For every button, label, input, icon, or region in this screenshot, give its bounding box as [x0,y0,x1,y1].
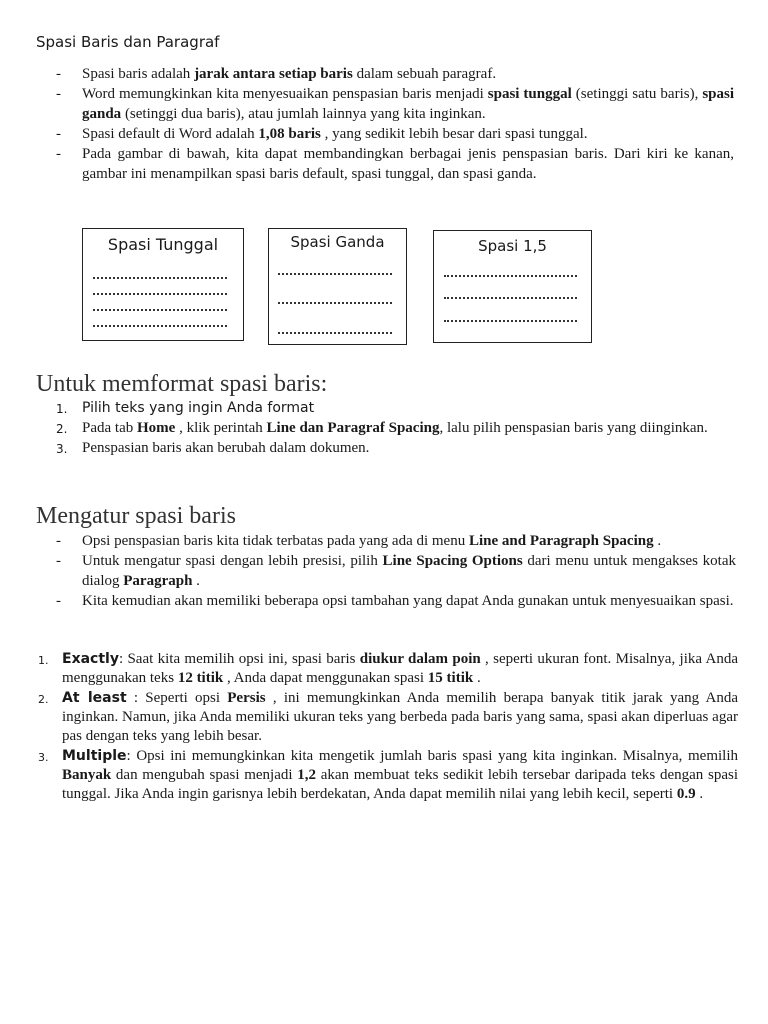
box-title: Spasi Tunggal [107,235,219,254]
box-title: Spasi Ganda [290,233,385,251]
list-item: 3. Multiple: Opsi ini memungkinkan kita mengetik jumlah baris spasi yang kita inginkan. Misalnya, memilih Banyak dan mengubah spasi menjadi 1,2 akan membuat teks sedikit lebih tersebar daripada teks dengan spasi tunggal. Jika Anda ingin garisnya lebih berdekatan, Anda dapat memilih nilai yang lebih kecil, seperti 0.9 . [38,748,738,802]
intro-item: - Word memungkinkan kita menyesuaikan penspasian baris menjadi spasi tunggal (setinggi satu baris), spasi ganda (setinggi dua baris), atau jumlah lainnya yang kita inginkan. [56,86,734,122]
section-heading-format: Untuk memformat spasi baris: [36,371,328,397]
list-item: 2. At least : Seperti opsi Persis , ini memungkinkan Anda memilih berapa banyak titik jarak yang Anda inginkan. Namun, jika Anda memiliki ukuran teks yang berbeda pada baris yang sama, spasi akan diperluas agar pas dengan teks yang lebih besar. [38,690,738,744]
list-item: 1. Exactly: Saat kita memilih opsi ini, spasi baris diukur dalam poin , seperti ukuran font. Misalnya, jika Anda menggunakan teks 12 titik , Anda dapat menggunakan spasi 15 titik . [38,651,739,686]
format-steps [56,398,736,458]
dotted-line [93,325,227,327]
onehalf-spacing-box [433,230,592,343]
spacing-options [36,650,738,804]
dotted-line [278,302,392,304]
intro-list [56,64,734,184]
list-item: 3. Penspasian baris akan berubah dalam dokumen. [56,440,370,456]
intro-item: - Spasi baris adalah jarak antara setiap baris dalam sebuah paragraf. [56,66,497,82]
section-heading-adjust: Mengatur spasi baris [36,503,236,529]
box-title: Spasi 1,5 [478,237,547,255]
list-item: - Opsi penspasian baris kita tidak terbatas pada yang ada di menu Line and Paragraph Spacing . [56,533,662,549]
dotted-line [93,309,227,311]
adjust-bullets [56,531,736,611]
single-spacing-box [82,228,244,341]
dotted-line [444,297,577,299]
dotted-line [444,275,577,277]
dotted-line [93,277,227,279]
list-item: - Kita kemudian akan memiliki beberapa opsi tambahan yang dapat Anda gunakan untuk menyesuaikan spasi. [56,593,734,609]
intro-item: - Spasi default di Word adalah 1,08 baris , yang sedikit lebih besar dari spasi tunggal. [56,126,588,142]
dotted-line [278,273,392,275]
list-item: 1. Pilih teks yang ingin Anda format [56,400,315,416]
dotted-line [444,320,577,322]
dotted-line [93,293,227,295]
page-title: Spasi Baris dan Paragraf [36,33,220,51]
list-item: 2. Pada tab Home , klik perintah Line dan Paragraf Spacing, lalu pilih penspasian baris yang diinginkan. [56,420,708,436]
double-spacing-box [268,228,407,345]
dotted-line [278,332,392,334]
list-item: - Untuk mengatur spasi dengan lebih presisi, pilih Line Spacing Options dari menu untuk mengakses kotak dialog Paragraph . [56,553,736,589]
intro-item: - Pada gambar di bawah, kita dapat membandingkan berbagai jenis penspasian baris. Dari kiri ke kanan, gambar ini menampilkan spasi baris default, spasi tunggal, dan spasi ganda. [56,146,734,182]
